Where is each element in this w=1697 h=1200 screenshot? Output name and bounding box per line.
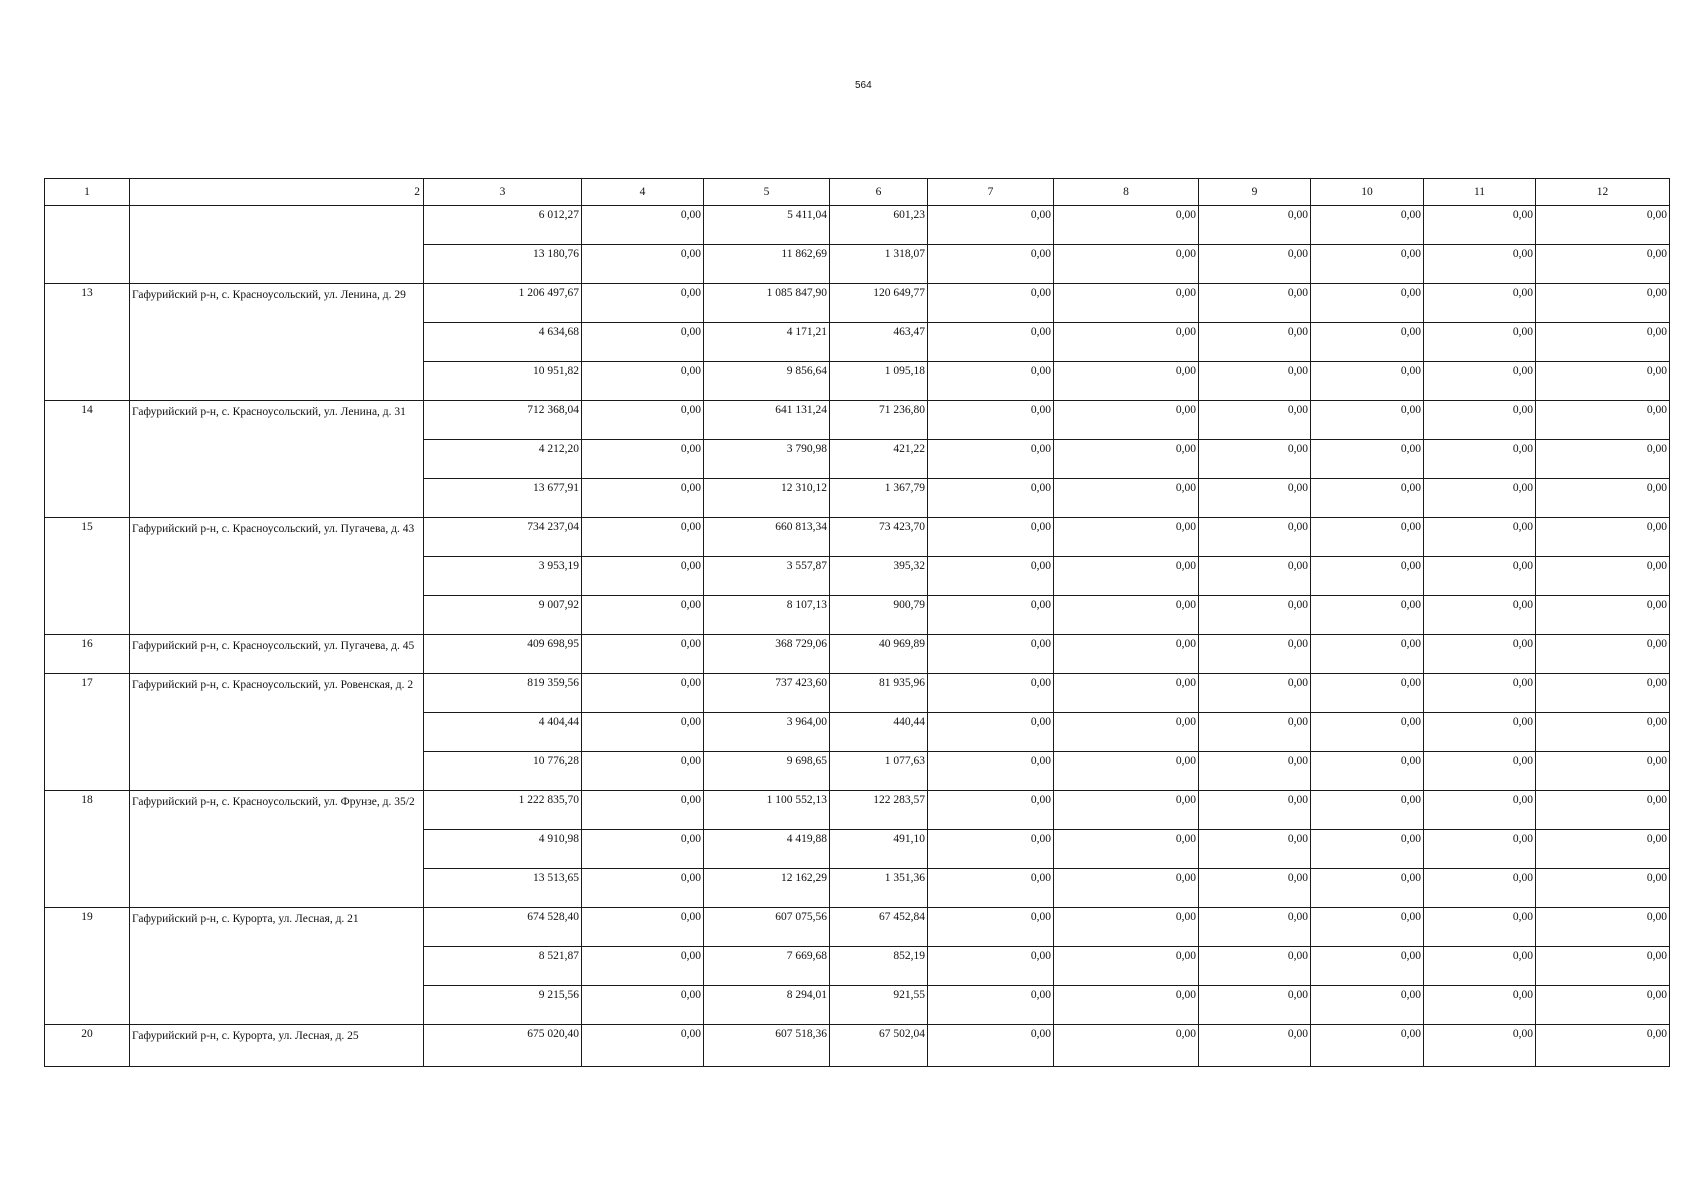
value-cell-col-5: 4 419,88 — [704, 830, 830, 869]
value-cell-col-9: 0,00 — [1199, 869, 1311, 908]
value-cell-col-3: 13 180,76 — [424, 245, 582, 284]
value-cell-col-4: 0,00 — [582, 1025, 704, 1067]
value-cell-col-12: 0,00 — [1536, 440, 1670, 479]
value-cell-col-3: 13 513,65 — [424, 869, 582, 908]
table-header-row — [45, 179, 1670, 206]
value-cell-col-11: 0,00 — [1424, 557, 1536, 596]
table-row — [45, 206, 1670, 245]
value-cell-col-12: 0,00 — [1536, 830, 1670, 869]
value-cell-col-5: 8 294,01 — [704, 986, 830, 1025]
value-cell-col-4: 0,00 — [582, 284, 704, 323]
value-cell-col-3: 1 222 835,70 — [424, 791, 582, 830]
value-cell-col-11: 0,00 — [1424, 791, 1536, 830]
value-cell-col-5: 7 669,68 — [704, 947, 830, 986]
value-cell-col-3: 675 020,40 — [424, 1025, 582, 1067]
header-cell: 11 — [1424, 179, 1536, 206]
value-cell-col-12: 0,00 — [1536, 557, 1670, 596]
value-cell-col-4: 0,00 — [582, 440, 704, 479]
value-cell-col-9: 0,00 — [1199, 635, 1311, 674]
value-cell-col-12: 0,00 — [1536, 869, 1670, 908]
address-cell: Гафурийский р-н, с. Курорта, ул. Лесная, д. 25 — [130, 1025, 424, 1067]
table-row — [45, 635, 1670, 674]
value-cell-col-9: 0,00 — [1199, 206, 1311, 245]
value-cell-col-5: 660 813,34 — [704, 518, 830, 557]
value-cell-col-4: 0,00 — [582, 713, 704, 752]
value-cell-col-11: 0,00 — [1424, 323, 1536, 362]
value-cell-col-3: 674 528,40 — [424, 908, 582, 947]
value-cell-col-11: 0,00 — [1424, 752, 1536, 791]
value-cell-col-3: 9 007,92 — [424, 596, 582, 635]
value-cell-col-6: 463,47 — [830, 323, 928, 362]
row-number-cell: 13 — [45, 284, 130, 401]
value-cell-col-9: 0,00 — [1199, 440, 1311, 479]
value-cell-col-9: 0,00 — [1199, 557, 1311, 596]
value-cell-col-11: 0,00 — [1424, 206, 1536, 245]
header-cell: 5 — [704, 179, 830, 206]
value-cell-col-6: 67 502,04 — [830, 1025, 928, 1067]
value-cell-col-12: 0,00 — [1536, 713, 1670, 752]
value-cell-col-6: 73 423,70 — [830, 518, 928, 557]
value-cell-col-3: 10 951,82 — [424, 362, 582, 401]
address-cell: Гафурийский р-н, с. Красноусольский, ул. Фрунзе, д. 35/2 — [130, 791, 424, 908]
value-cell-col-10: 0,00 — [1311, 986, 1424, 1025]
value-cell-col-10: 0,00 — [1311, 323, 1424, 362]
value-cell-col-10: 0,00 — [1311, 674, 1424, 713]
value-cell-col-8: 0,00 — [1054, 752, 1199, 791]
value-cell-col-4: 0,00 — [582, 674, 704, 713]
header-cell: 6 — [830, 179, 928, 206]
page-number: 564 — [855, 80, 872, 91]
value-cell-col-12: 0,00 — [1536, 479, 1670, 518]
value-cell-col-6: 1 367,79 — [830, 479, 928, 518]
value-cell-col-9: 0,00 — [1199, 596, 1311, 635]
value-cell-col-10: 0,00 — [1311, 518, 1424, 557]
value-cell-col-8: 0,00 — [1054, 791, 1199, 830]
value-cell-col-11: 0,00 — [1424, 986, 1536, 1025]
value-cell-col-5: 9 698,65 — [704, 752, 830, 791]
value-cell-col-6: 601,23 — [830, 206, 928, 245]
address-cell: Гафурийский р-н, с. Курорта, ул. Лесная, д. 21 — [130, 908, 424, 1025]
value-cell-col-9: 0,00 — [1199, 830, 1311, 869]
address-cell — [130, 206, 424, 284]
value-cell-col-6: 1 351,36 — [830, 869, 928, 908]
value-cell-col-7: 0,00 — [928, 362, 1054, 401]
value-cell-col-6: 71 236,80 — [830, 401, 928, 440]
value-cell-col-4: 0,00 — [582, 635, 704, 674]
value-cell-col-7: 0,00 — [928, 557, 1054, 596]
row-number-cell: 15 — [45, 518, 130, 635]
value-cell-col-9: 0,00 — [1199, 518, 1311, 557]
value-cell-col-7: 0,00 — [928, 518, 1054, 557]
value-cell-col-7: 0,00 — [928, 674, 1054, 713]
value-cell-col-9: 0,00 — [1199, 1025, 1311, 1067]
value-cell-col-9: 0,00 — [1199, 284, 1311, 323]
value-cell-col-5: 641 131,24 — [704, 401, 830, 440]
address-cell: Гафурийский р-н, с. Красноусольский, ул. Пугачева, д. 45 — [130, 635, 424, 674]
value-cell-col-5: 3 790,98 — [704, 440, 830, 479]
value-cell-col-11: 0,00 — [1424, 869, 1536, 908]
value-cell-col-10: 0,00 — [1311, 713, 1424, 752]
table-row — [45, 908, 1670, 947]
value-cell-col-9: 0,00 — [1199, 752, 1311, 791]
value-cell-col-7: 0,00 — [928, 947, 1054, 986]
value-cell-col-11: 0,00 — [1424, 362, 1536, 401]
value-cell-col-4: 0,00 — [582, 830, 704, 869]
value-cell-col-4: 0,00 — [582, 206, 704, 245]
value-cell-col-6: 421,22 — [830, 440, 928, 479]
value-cell-col-3: 712 368,04 — [424, 401, 582, 440]
header-cell: 2 — [130, 179, 424, 206]
value-cell-col-7: 0,00 — [928, 986, 1054, 1025]
value-cell-col-6: 67 452,84 — [830, 908, 928, 947]
value-cell-col-9: 0,00 — [1199, 908, 1311, 947]
value-cell-col-9: 0,00 — [1199, 362, 1311, 401]
value-cell-col-7: 0,00 — [928, 323, 1054, 362]
value-cell-col-7: 0,00 — [928, 440, 1054, 479]
value-cell-col-3: 8 521,87 — [424, 947, 582, 986]
value-cell-col-12: 0,00 — [1536, 674, 1670, 713]
value-cell-col-5: 12 162,29 — [704, 869, 830, 908]
value-cell-col-7: 0,00 — [928, 830, 1054, 869]
value-cell-col-5: 8 107,13 — [704, 596, 830, 635]
value-cell-col-11: 0,00 — [1424, 908, 1536, 947]
value-cell-col-10: 0,00 — [1311, 440, 1424, 479]
value-cell-col-12: 0,00 — [1536, 635, 1670, 674]
value-cell-col-7: 0,00 — [928, 908, 1054, 947]
value-cell-col-11: 0,00 — [1424, 830, 1536, 869]
value-cell-col-5: 368 729,06 — [704, 635, 830, 674]
value-cell-col-8: 0,00 — [1054, 830, 1199, 869]
address-cell: Гафурийский р-н, с. Красноусольский, ул. Ленина, д. 29 — [130, 284, 424, 401]
value-cell-col-7: 0,00 — [928, 635, 1054, 674]
row-number-cell: 14 — [45, 401, 130, 518]
value-cell-col-11: 0,00 — [1424, 713, 1536, 752]
value-cell-col-5: 1 100 552,13 — [704, 791, 830, 830]
table-row — [45, 284, 1670, 323]
value-cell-col-8: 0,00 — [1054, 323, 1199, 362]
value-cell-col-10: 0,00 — [1311, 596, 1424, 635]
value-cell-col-11: 0,00 — [1424, 245, 1536, 284]
value-cell-col-8: 0,00 — [1054, 674, 1199, 713]
value-cell-col-11: 0,00 — [1424, 479, 1536, 518]
header-cell: 9 — [1199, 179, 1311, 206]
value-cell-col-7: 0,00 — [928, 284, 1054, 323]
value-cell-col-9: 0,00 — [1199, 401, 1311, 440]
value-cell-col-12: 0,00 — [1536, 284, 1670, 323]
value-cell-col-6: 1 095,18 — [830, 362, 928, 401]
value-cell-col-9: 0,00 — [1199, 323, 1311, 362]
value-cell-col-10: 0,00 — [1311, 752, 1424, 791]
value-cell-col-8: 0,00 — [1054, 596, 1199, 635]
value-cell-col-10: 0,00 — [1311, 479, 1424, 518]
value-cell-col-10: 0,00 — [1311, 1025, 1424, 1067]
value-cell-col-12: 0,00 — [1536, 1025, 1670, 1067]
table-row — [45, 674, 1670, 713]
table-row — [45, 518, 1670, 557]
value-cell-col-12: 0,00 — [1536, 947, 1670, 986]
row-number-cell — [45, 206, 130, 284]
value-cell-col-11: 0,00 — [1424, 284, 1536, 323]
value-cell-col-4: 0,00 — [582, 752, 704, 791]
value-cell-col-8: 0,00 — [1054, 401, 1199, 440]
data-table — [44, 178, 1670, 1067]
value-cell-col-12: 0,00 — [1536, 245, 1670, 284]
value-cell-col-5: 4 171,21 — [704, 323, 830, 362]
value-cell-col-6: 921,55 — [830, 986, 928, 1025]
table-row — [45, 1025, 1670, 1067]
value-cell-col-11: 0,00 — [1424, 401, 1536, 440]
value-cell-col-6: 40 969,89 — [830, 635, 928, 674]
value-cell-col-8: 0,00 — [1054, 518, 1199, 557]
value-cell-col-3: 3 953,19 — [424, 557, 582, 596]
value-cell-col-3: 1 206 497,67 — [424, 284, 582, 323]
table-row — [45, 791, 1670, 830]
value-cell-col-4: 0,00 — [582, 947, 704, 986]
value-cell-col-9: 0,00 — [1199, 713, 1311, 752]
value-cell-col-10: 0,00 — [1311, 557, 1424, 596]
value-cell-col-7: 0,00 — [928, 869, 1054, 908]
value-cell-col-9: 0,00 — [1199, 479, 1311, 518]
value-cell-col-7: 0,00 — [928, 206, 1054, 245]
value-cell-col-12: 0,00 — [1536, 518, 1670, 557]
value-cell-col-9: 0,00 — [1199, 986, 1311, 1025]
value-cell-col-3: 4 910,98 — [424, 830, 582, 869]
value-cell-col-5: 1 085 847,90 — [704, 284, 830, 323]
value-cell-col-7: 0,00 — [928, 752, 1054, 791]
value-cell-col-8: 0,00 — [1054, 479, 1199, 518]
value-cell-col-12: 0,00 — [1536, 986, 1670, 1025]
value-cell-col-8: 0,00 — [1054, 206, 1199, 245]
value-cell-col-3: 10 776,28 — [424, 752, 582, 791]
value-cell-col-8: 0,00 — [1054, 557, 1199, 596]
value-cell-col-9: 0,00 — [1199, 674, 1311, 713]
value-cell-col-9: 0,00 — [1199, 947, 1311, 986]
value-cell-col-5: 607 075,56 — [704, 908, 830, 947]
value-cell-col-8: 0,00 — [1054, 947, 1199, 986]
value-cell-col-5: 9 856,64 — [704, 362, 830, 401]
value-cell-col-4: 0,00 — [582, 869, 704, 908]
value-cell-col-3: 4 212,20 — [424, 440, 582, 479]
value-cell-col-10: 0,00 — [1311, 947, 1424, 986]
value-cell-col-8: 0,00 — [1054, 284, 1199, 323]
value-cell-col-4: 0,00 — [582, 362, 704, 401]
value-cell-col-10: 0,00 — [1311, 401, 1424, 440]
value-cell-col-7: 0,00 — [928, 479, 1054, 518]
value-cell-col-8: 0,00 — [1054, 440, 1199, 479]
row-number-cell: 18 — [45, 791, 130, 908]
header-cell: 3 — [424, 179, 582, 206]
value-cell-col-7: 0,00 — [928, 713, 1054, 752]
value-cell-col-4: 0,00 — [582, 986, 704, 1025]
value-cell-col-6: 120 649,77 — [830, 284, 928, 323]
address-cell: Гафурийский р-н, с. Красноусольский, ул. Пугачева, д. 43 — [130, 518, 424, 635]
value-cell-col-3: 819 359,56 — [424, 674, 582, 713]
header-cell: 10 — [1311, 179, 1424, 206]
value-cell-col-4: 0,00 — [582, 908, 704, 947]
value-cell-col-12: 0,00 — [1536, 752, 1670, 791]
value-cell-col-6: 395,32 — [830, 557, 928, 596]
value-cell-col-5: 3 557,87 — [704, 557, 830, 596]
value-cell-col-6: 900,79 — [830, 596, 928, 635]
value-cell-col-10: 0,00 — [1311, 830, 1424, 869]
value-cell-col-10: 0,00 — [1311, 869, 1424, 908]
address-cell: Гафурийский р-н, с. Красноусольский, ул. Ленина, д. 31 — [130, 401, 424, 518]
value-cell-col-12: 0,00 — [1536, 206, 1670, 245]
header-cell: 12 — [1536, 179, 1670, 206]
value-cell-col-6: 440,44 — [830, 713, 928, 752]
value-cell-col-8: 0,00 — [1054, 908, 1199, 947]
row-number-cell: 19 — [45, 908, 130, 1025]
value-cell-col-9: 0,00 — [1199, 791, 1311, 830]
header-cell: 4 — [582, 179, 704, 206]
row-number-cell: 16 — [45, 635, 130, 674]
header-cell: 7 — [928, 179, 1054, 206]
value-cell-col-10: 0,00 — [1311, 635, 1424, 674]
table-row — [45, 401, 1670, 440]
value-cell-col-5: 11 862,69 — [704, 245, 830, 284]
value-cell-col-7: 0,00 — [928, 1025, 1054, 1067]
value-cell-col-8: 0,00 — [1054, 245, 1199, 284]
value-cell-col-8: 0,00 — [1054, 362, 1199, 401]
header-cell: 1 — [45, 179, 130, 206]
value-cell-col-8: 0,00 — [1054, 869, 1199, 908]
table-body — [45, 179, 1670, 1067]
value-cell-col-8: 0,00 — [1054, 713, 1199, 752]
value-cell-col-3: 13 677,91 — [424, 479, 582, 518]
value-cell-col-7: 0,00 — [928, 245, 1054, 284]
value-cell-col-5: 737 423,60 — [704, 674, 830, 713]
value-cell-col-11: 0,00 — [1424, 947, 1536, 986]
row-number-cell: 17 — [45, 674, 130, 791]
value-cell-col-11: 0,00 — [1424, 1025, 1536, 1067]
value-cell-col-4: 0,00 — [582, 557, 704, 596]
value-cell-col-3: 4 404,44 — [424, 713, 582, 752]
value-cell-col-12: 0,00 — [1536, 323, 1670, 362]
address-cell: Гафурийский р-н, с. Красноусольский, ул. Ровенская, д. 2 — [130, 674, 424, 791]
value-cell-col-8: 0,00 — [1054, 986, 1199, 1025]
value-cell-col-4: 0,00 — [582, 791, 704, 830]
value-cell-col-12: 0,00 — [1536, 362, 1670, 401]
value-cell-col-11: 0,00 — [1424, 596, 1536, 635]
value-cell-col-10: 0,00 — [1311, 791, 1424, 830]
value-cell-col-11: 0,00 — [1424, 674, 1536, 713]
value-cell-col-10: 0,00 — [1311, 284, 1424, 323]
value-cell-col-11: 0,00 — [1424, 518, 1536, 557]
value-cell-col-8: 0,00 — [1054, 635, 1199, 674]
value-cell-col-7: 0,00 — [928, 791, 1054, 830]
value-cell-col-10: 0,00 — [1311, 206, 1424, 245]
value-cell-col-7: 0,00 — [928, 401, 1054, 440]
value-cell-col-6: 852,19 — [830, 947, 928, 986]
value-cell-col-12: 0,00 — [1536, 791, 1670, 830]
value-cell-col-4: 0,00 — [582, 518, 704, 557]
value-cell-col-10: 0,00 — [1311, 245, 1424, 284]
value-cell-col-3: 6 012,27 — [424, 206, 582, 245]
value-cell-col-4: 0,00 — [582, 479, 704, 518]
value-cell-col-7: 0,00 — [928, 596, 1054, 635]
value-cell-col-5: 12 310,12 — [704, 479, 830, 518]
value-cell-col-6: 1 077,63 — [830, 752, 928, 791]
value-cell-col-11: 0,00 — [1424, 440, 1536, 479]
value-cell-col-9: 0,00 — [1199, 245, 1311, 284]
row-number-cell: 20 — [45, 1025, 130, 1067]
value-cell-col-4: 0,00 — [582, 401, 704, 440]
value-cell-col-3: 4 634,68 — [424, 323, 582, 362]
value-cell-col-6: 491,10 — [830, 830, 928, 869]
header-cell: 8 — [1054, 179, 1199, 206]
value-cell-col-3: 9 215,56 — [424, 986, 582, 1025]
value-cell-col-6: 1 318,07 — [830, 245, 928, 284]
value-cell-col-8: 0,00 — [1054, 1025, 1199, 1067]
value-cell-col-12: 0,00 — [1536, 908, 1670, 947]
value-cell-col-6: 81 935,96 — [830, 674, 928, 713]
value-cell-col-4: 0,00 — [582, 323, 704, 362]
value-cell-col-4: 0,00 — [582, 245, 704, 284]
value-cell-col-10: 0,00 — [1311, 908, 1424, 947]
value-cell-col-12: 0,00 — [1536, 401, 1670, 440]
value-cell-col-5: 5 411,04 — [704, 206, 830, 245]
value-cell-col-5: 607 518,36 — [704, 1025, 830, 1067]
value-cell-col-6: 122 283,57 — [830, 791, 928, 830]
value-cell-col-11: 0,00 — [1424, 635, 1536, 674]
value-cell-col-3: 734 237,04 — [424, 518, 582, 557]
value-cell-col-5: 3 964,00 — [704, 713, 830, 752]
value-cell-col-3: 409 698,95 — [424, 635, 582, 674]
value-cell-col-4: 0,00 — [582, 596, 704, 635]
value-cell-col-10: 0,00 — [1311, 362, 1424, 401]
value-cell-col-12: 0,00 — [1536, 596, 1670, 635]
